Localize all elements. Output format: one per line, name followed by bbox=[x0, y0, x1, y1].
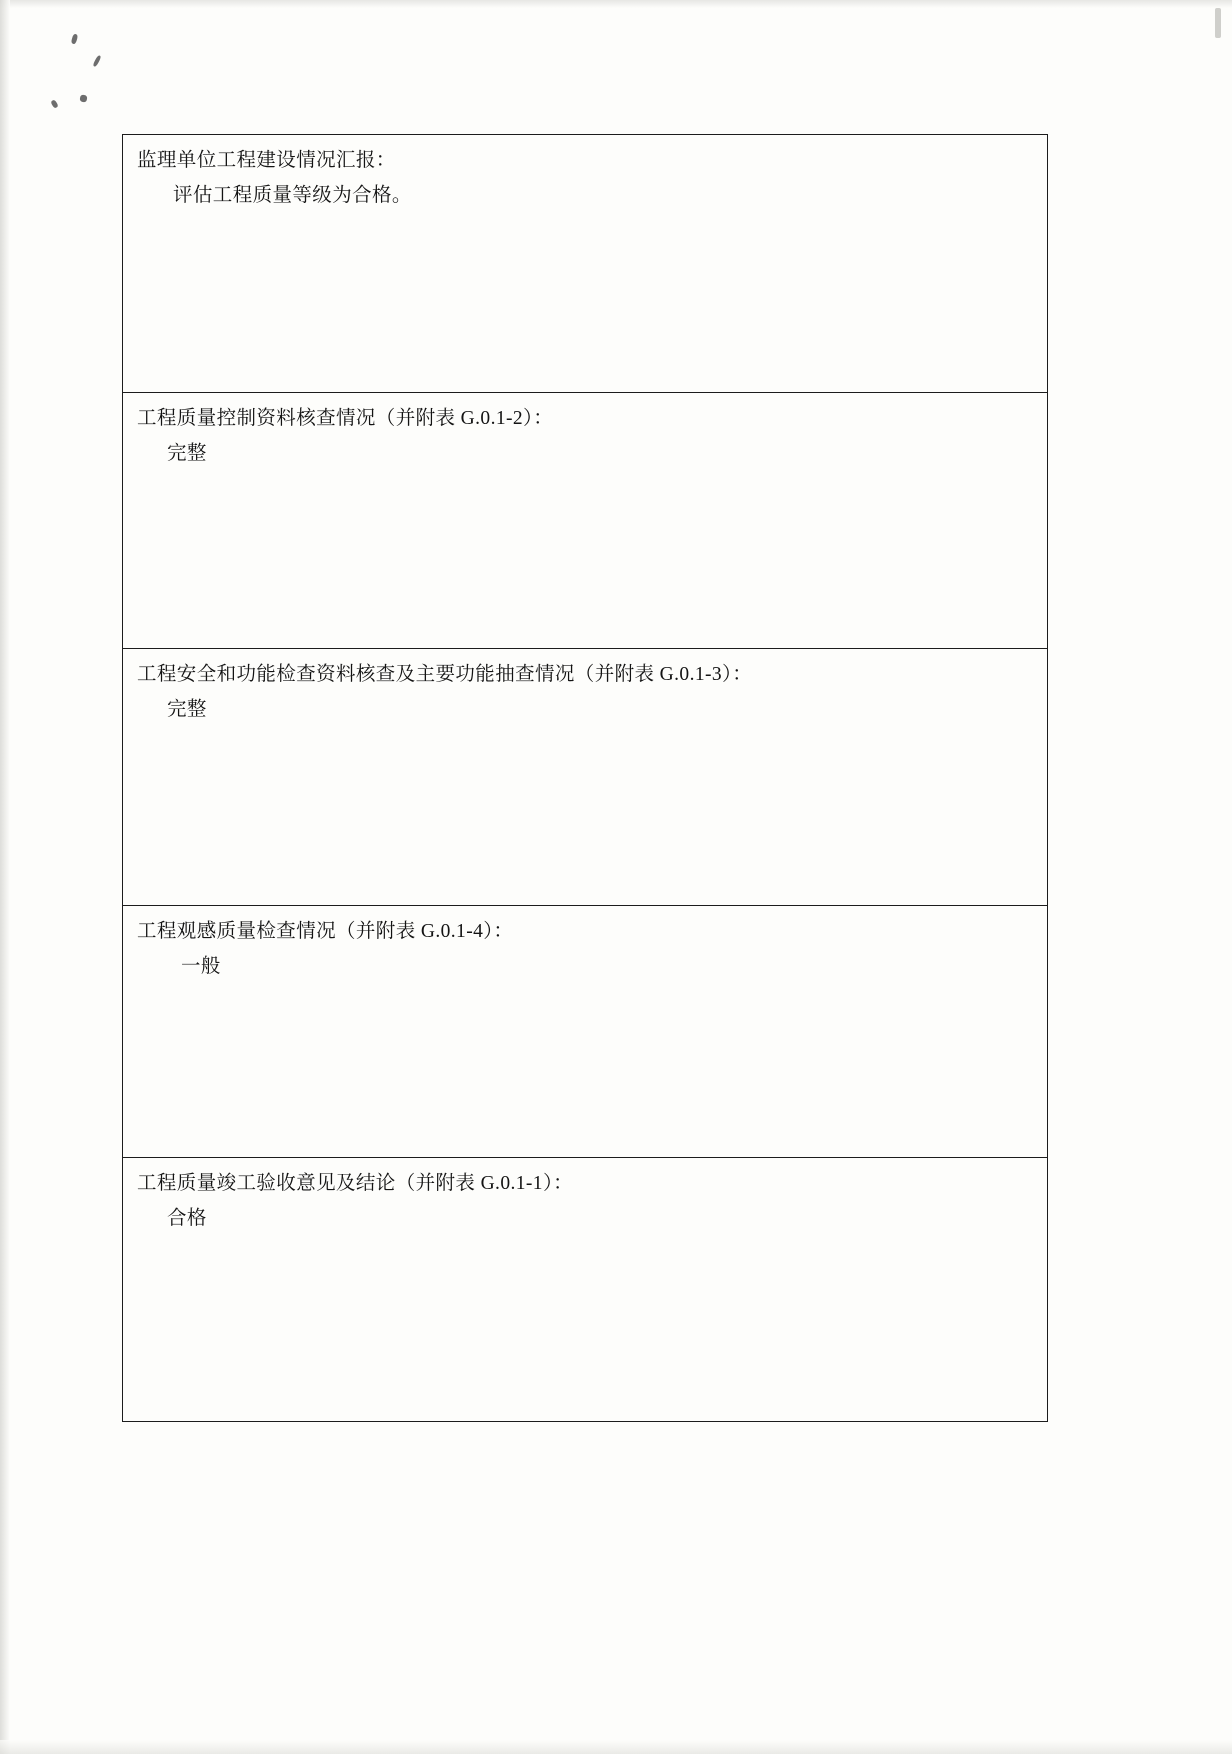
section-value: 完整 bbox=[167, 699, 207, 721]
scan-edge-left bbox=[0, 0, 10, 1754]
table-row bbox=[123, 1158, 1047, 1421]
scan-edge-bottom bbox=[0, 1740, 1232, 1754]
scan-edge-top bbox=[0, 0, 1232, 8]
section-value: 一般 bbox=[181, 956, 221, 978]
scan-speck bbox=[79, 94, 87, 102]
table-row bbox=[123, 649, 1047, 906]
section-title: 工程质量竣工验收意见及结论（并附表 G.0.1-1）： bbox=[137, 1173, 574, 1194]
section-value: 合格 bbox=[167, 1208, 207, 1230]
section-value: 评估工程质量等级为合格。 bbox=[173, 185, 412, 207]
table-row bbox=[123, 135, 1047, 393]
table-row bbox=[123, 393, 1047, 649]
form-table bbox=[122, 134, 1048, 1422]
scan-speck bbox=[92, 55, 101, 67]
section-title: 工程观感质量检查情况（并附表 G.0.1-4）： bbox=[137, 921, 514, 942]
table-row bbox=[123, 906, 1047, 1158]
section-title: 工程质量控制资料核查情况（并附表 G.0.1-2）： bbox=[137, 408, 554, 429]
section-title: 监理单位工程建设情况汇报： bbox=[137, 150, 396, 171]
scan-speck bbox=[50, 99, 58, 108]
scan-speck bbox=[1215, 8, 1221, 38]
scan-speck bbox=[71, 34, 79, 45]
section-value: 完整 bbox=[167, 443, 207, 465]
section-title: 工程安全和功能检查资料核查及主要功能抽查情况（并附表 G.0.1-3）： bbox=[137, 664, 753, 685]
